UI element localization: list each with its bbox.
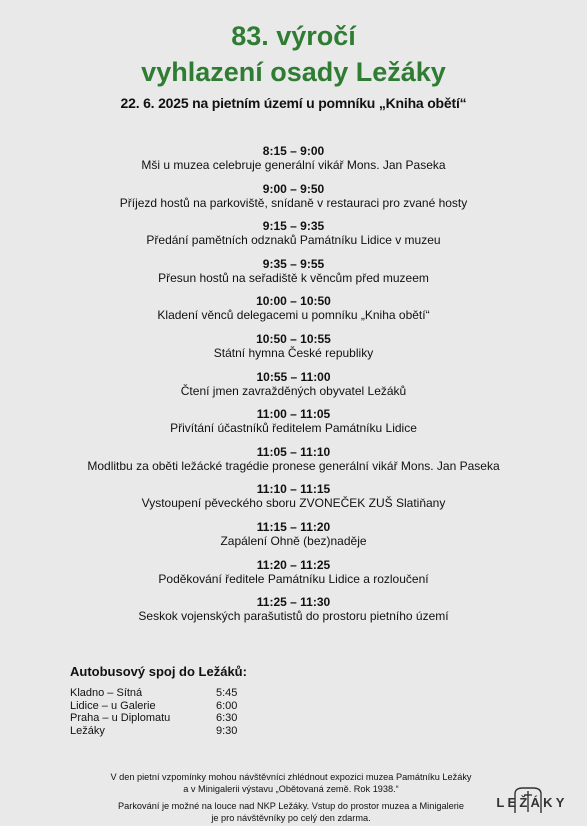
schedule-description: Státní hymna České republiky	[213, 345, 374, 360]
schedule-time: 11:15 – 11:20	[256, 519, 331, 534]
schedule-description: Příjezd hostů na parkoviště, snídaně v restauraci pro zvané hosty	[119, 195, 468, 210]
schedule-time: 9:00 – 9:50	[262, 181, 325, 196]
schedule-item	[0, 257, 587, 295]
title-line-2: vyhlazení osady Ležáky	[141, 57, 446, 87]
schedule-description: Zapálení Ohně (bez)naděje	[220, 533, 367, 548]
lezaky-logo	[490, 786, 574, 816]
schedule-time: 10:55 – 11:00	[256, 369, 331, 384]
schedule-time: 11:10 – 11:15	[256, 482, 331, 497]
schedule-description: Mši u muzea celebruje generální vikář Mons. Jan Paseka	[141, 158, 446, 172]
schedule-item	[0, 294, 587, 332]
schedule-time: 8:15 – 9:00	[262, 144, 325, 158]
schedule-description: Seskok vojenských parašutistů do prostoru pietního území	[138, 609, 449, 624]
schedule-description: Přesun hostů na seřadiště k věncům před muzeem	[158, 270, 429, 285]
schedule-item	[0, 595, 587, 633]
schedule-item	[0, 370, 587, 408]
schedule-description: Přivítání účastníků ředitelem Památníku Lidice	[170, 421, 417, 436]
schedule-time: 9:15 – 9:35	[262, 219, 325, 234]
logo-text: LEŽÁKY	[496, 795, 568, 810]
parking-note-line-1: Parkování je možné na louce nad NKP Ležáky. Vstup do prostor muzea a Minigalerie	[118, 801, 464, 811]
bus-timetable	[70, 687, 237, 738]
schedule-description: Kladení věnců delegacemi u pomníku „Kniha obětí“	[157, 308, 430, 323]
bus-stop-name: Ležáky	[70, 725, 105, 738]
schedule-description: Vystoupení pěveckého sboru ZVONEČEK ZUŠ Slatiňany	[141, 496, 446, 511]
bus-stop-time: 6:00	[216, 699, 238, 712]
schedule-description: Poděkování ředitele Památníku Lidice a rozloučení	[158, 571, 429, 586]
bus-stop-time: 9:30	[216, 725, 238, 738]
bus-stop-name: Kladno – Sítná	[70, 687, 143, 699]
schedule-item	[0, 332, 587, 370]
schedule-item	[0, 558, 587, 596]
schedule-description: Modlitbu za oběti ležácké tragédie pronese generální vikář Mons. Jan Paseka	[87, 458, 500, 473]
schedule-item	[0, 144, 587, 182]
parking-note-line-2: je pro návštěvníky po celý den zdarma.	[211, 812, 371, 823]
bus-stop-name: Lidice – u Galerie	[70, 699, 156, 712]
parking-note	[60, 801, 522, 824]
schedule-time: 11:05 – 11:10	[256, 444, 331, 459]
bus-section-title: Autobusový spoj do Ležáků:	[70, 664, 247, 679]
schedule-item	[0, 182, 587, 220]
schedule-item	[0, 407, 587, 445]
schedule-item	[0, 482, 587, 520]
bus-stop-time: 6:30	[216, 712, 238, 725]
schedule-time: 11:25 – 11:30	[256, 595, 331, 610]
schedule-item	[0, 520, 587, 558]
schedule-description: Čtení jmen zavražděných obyvatel Ležáků	[180, 383, 407, 398]
schedule-item	[0, 445, 587, 483]
schedule-description: Předání pamětních odznaků Památníku Lidice v muzeu	[146, 233, 441, 248]
event-date-location: 22. 6. 2025 na pietním území u pomníku „Kniha obětí“	[120, 95, 467, 111]
schedule-time: 10:50 – 10:55	[256, 331, 331, 346]
schedule-time: 10:00 – 10:50	[256, 294, 331, 309]
bus-stop-row	[70, 700, 237, 713]
program-schedule	[0, 144, 587, 633]
exhibition-note	[60, 772, 522, 795]
bus-stop-row	[70, 687, 237, 700]
bus-stop-row	[70, 725, 237, 738]
bus-stop-name: Praha – u Diplomatu	[70, 712, 171, 725]
schedule-time: 11:00 – 11:05	[256, 407, 331, 422]
exhibition-note-line-1: V den pietní vzpomínky mohou návštěvníci zhlédnout expozici muzea Památníku Ležáky	[110, 772, 472, 782]
schedule-time: 11:20 – 11:25	[256, 557, 331, 572]
title-line-1: 83. výročí	[231, 21, 356, 51]
schedule-time: 9:35 – 9:55	[262, 256, 325, 271]
schedule-item	[0, 219, 587, 257]
bus-stop-time: 5:45	[216, 687, 238, 699]
bus-stop-row	[70, 712, 237, 725]
exhibition-note-line-2: a v Minigalerii výstavu „Obětovaná země. Rok 1938.“	[183, 783, 399, 794]
